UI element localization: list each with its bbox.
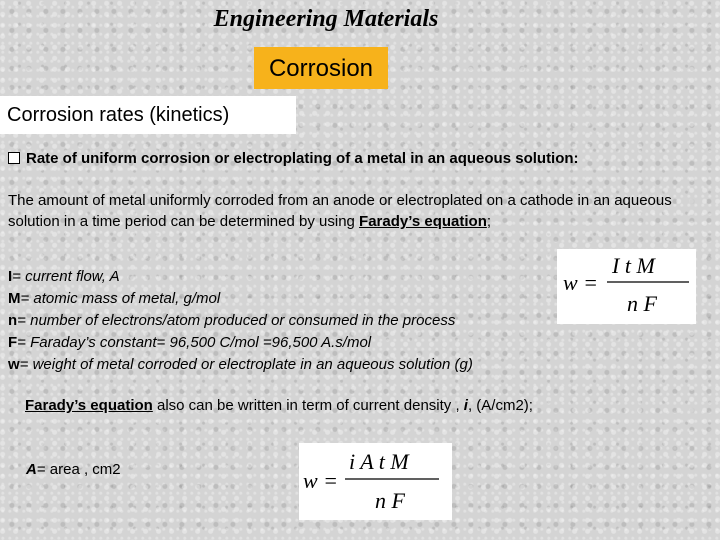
definition-item xyxy=(8,354,473,376)
formula-denominator: n F xyxy=(627,291,657,316)
definition-item xyxy=(8,332,473,354)
subtitle: Corrosion rates (kinetics) xyxy=(0,96,296,134)
faraday-equation-label: Farady’s equation xyxy=(359,213,487,230)
formula-numerator: I t M xyxy=(612,253,655,278)
definition-symbol: M xyxy=(8,290,21,307)
faraday-equation-label: Farady’s equation xyxy=(25,397,153,414)
checkbox-bullet-icon xyxy=(8,152,20,164)
formula-numerator: i A t M xyxy=(349,449,409,474)
definition-text: = current flow, A xyxy=(12,268,120,285)
definitions-list xyxy=(8,266,473,376)
intro-text: The amount of metal uniformly corroded from an anode or electroplated on a cathode in an aqueous solution in a time period can be determined by using xyxy=(8,192,672,230)
definition-symbol: n xyxy=(8,312,18,329)
formula-lhs: w = xyxy=(563,270,599,295)
bullet-heading xyxy=(8,150,579,167)
formula-denominator: n F xyxy=(375,488,405,513)
faraday-formula-graphic xyxy=(557,249,696,324)
area-symbol: A xyxy=(26,461,37,478)
definition-text: = weight of metal corroded or electroplate in an aqueous solution (g) xyxy=(19,356,473,373)
faraday-formula xyxy=(557,249,696,324)
current-density-formula xyxy=(299,443,452,520)
current-density-line xyxy=(25,397,533,414)
definition-text: = Faraday’s constant= 96,500 C/mol =96,500 A.s/mol xyxy=(17,334,372,351)
intro-end: ; xyxy=(486,213,492,230)
definition-symbol: w xyxy=(8,356,20,373)
definition-item xyxy=(8,266,473,288)
section-badge: Corrosion xyxy=(254,47,388,89)
definition-symbol: I xyxy=(8,268,13,285)
intro-paragraph xyxy=(8,190,716,232)
definition-text: = atomic mass of metal, g/mol xyxy=(20,290,221,307)
bullet-text: Rate of uniform corrosion or electroplating of a metal in an aqueous solution: xyxy=(26,150,579,167)
definition-item xyxy=(8,310,473,332)
definition-text: = number of electrons/atom produced or consumed in the process xyxy=(17,312,456,329)
line2-text: also can be written in term of current density , xyxy=(152,397,460,414)
slide-title: Engineering Materials xyxy=(213,6,439,32)
current-density-formula-graphic xyxy=(299,443,452,520)
definition-item xyxy=(8,288,473,310)
formula-lhs: w = xyxy=(303,468,339,493)
current-density-symbol: i xyxy=(463,397,468,414)
area-definition xyxy=(26,461,121,478)
line2-end: , (A/cm2); xyxy=(467,397,533,414)
area-text: = area , cm2 xyxy=(36,461,121,478)
definition-symbol: F xyxy=(8,334,18,351)
